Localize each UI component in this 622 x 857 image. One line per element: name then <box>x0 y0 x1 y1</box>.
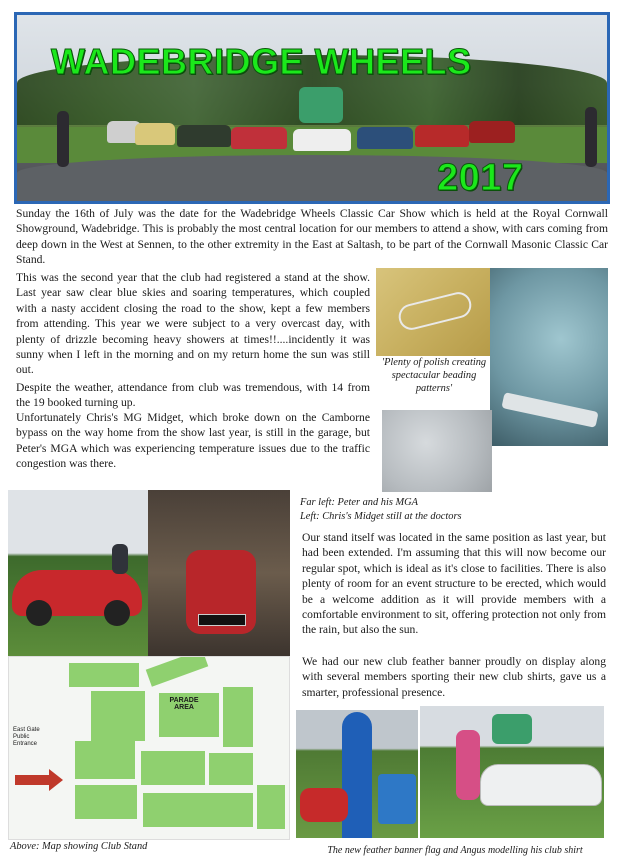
bouncy-castle <box>299 87 343 123</box>
banner-car <box>177 125 231 147</box>
photo-feather-banner <box>296 710 418 838</box>
caption-banner: The new feather banner flag and Angus modelling his club shirt <box>327 845 583 856</box>
paragraph-cars-status: Unfortunately Chris's MG Midget, which broke down on the Camborne bypass on the way home from the show last year, is still in the garage, but Peter's MGA which was experiencing temperature issues due to the traffic congestion was there. <box>16 411 370 471</box>
map-parade-area: PARADE AREA <box>169 697 199 711</box>
banner-car <box>415 125 469 147</box>
map-block <box>143 793 253 827</box>
map-club-stand <box>8 656 290 840</box>
caption-chris: Left: Chris's Midget still at the doctors <box>300 511 462 522</box>
map-block <box>91 691 145 741</box>
red-car <box>300 788 348 822</box>
page-title: WADEBRIDGE WHEELS <box>51 41 472 82</box>
paragraph-feather-banner: We had our new club feather banner proudly on display along with several members sporting their new club shirts, gave us a smarter, professional presence. <box>302 655 606 699</box>
feather-banner-flag <box>342 712 372 838</box>
club-stand-arrow-head <box>49 769 63 791</box>
map-block <box>146 656 209 687</box>
banner-car <box>231 127 287 149</box>
club-stand-arrow-icon <box>15 775 49 785</box>
map-block <box>209 753 253 785</box>
header-banner-photo <box>14 12 610 204</box>
number-plate <box>198 614 246 626</box>
caption-map: Above: Map showing Club Stand <box>10 841 148 852</box>
photo-beading-bonnet <box>490 268 608 446</box>
club-logo-sign <box>378 774 416 824</box>
map-block <box>75 741 135 779</box>
photo-angus-club-shirt <box>420 706 604 838</box>
banner-car <box>357 127 413 149</box>
wheel <box>26 600 52 626</box>
map-gate-label: East Gate Public Entrance <box>13 727 40 747</box>
paragraph-stand-history: This was the second year that the club had registered a stand at the show. Last year saw clear blue skies and soaring temperatures, which coupled with a nasty accident closing the road to the show, kept a few members from attending. This year we were subject to a very overcast day, with plenty of drizzle becoming heavy showers at times!!....incidently it was sunny when I left in the morning and on my return home the sun was still out. <box>16 271 370 377</box>
map-block <box>257 785 285 829</box>
photo-chris-midget-garage <box>148 490 290 656</box>
photo-beading-closeup <box>382 410 492 492</box>
person-angus <box>456 730 480 800</box>
photo-car-badge <box>376 268 490 356</box>
chrome-grille <box>501 392 598 428</box>
caption-polish: 'Plenty of polish creating spectacular beading patterns' <box>381 357 487 394</box>
banner-car <box>293 129 351 151</box>
map-block <box>141 751 205 785</box>
map-block <box>69 663 139 687</box>
paragraph-attendance: Despite the weather, attendance from club was tremendous, with 14 from the 19 booked turning up. <box>16 381 370 410</box>
paragraph-stand-location: Our stand itself was located in the same position as last year, but had been extended. I'm assuming that this will now become our regular spot, which is ideal as it's close to facilities. There is also plenty of room for an event structure to be erected, which would be a welcome addition as it will provide members with a comfortable environment to sit, offering protection not only from the rain, but also the sun. <box>302 531 606 637</box>
map-block <box>223 687 253 747</box>
banner-car <box>469 121 515 143</box>
intro-paragraph: Sunday the 16th of July was the date for the Wadebridge Wheels Classic Car Show which is held at the Royal Cornwall Showground, Wadebridge. This is probably the most central location for our members to attend a show, with cars coming from deep down in the West at Sennen, to the other extremity in the East at Saltash, to be part of the Cornwall Masonic Classic Car Stand. <box>16 207 608 267</box>
wheel <box>104 600 130 626</box>
page-year: 2017 <box>437 157 524 199</box>
person-peter <box>112 544 128 574</box>
caption-peter: Far left: Peter and his MGA <box>300 497 419 508</box>
bouncy-castle <box>492 714 532 744</box>
map-block <box>75 785 137 819</box>
white-mgb-car <box>480 764 602 806</box>
photo-peter-mga <box>8 490 148 656</box>
spectator <box>585 107 597 167</box>
spectator <box>57 111 69 167</box>
banner-car <box>135 123 175 145</box>
chrome-script-badge <box>396 289 474 332</box>
